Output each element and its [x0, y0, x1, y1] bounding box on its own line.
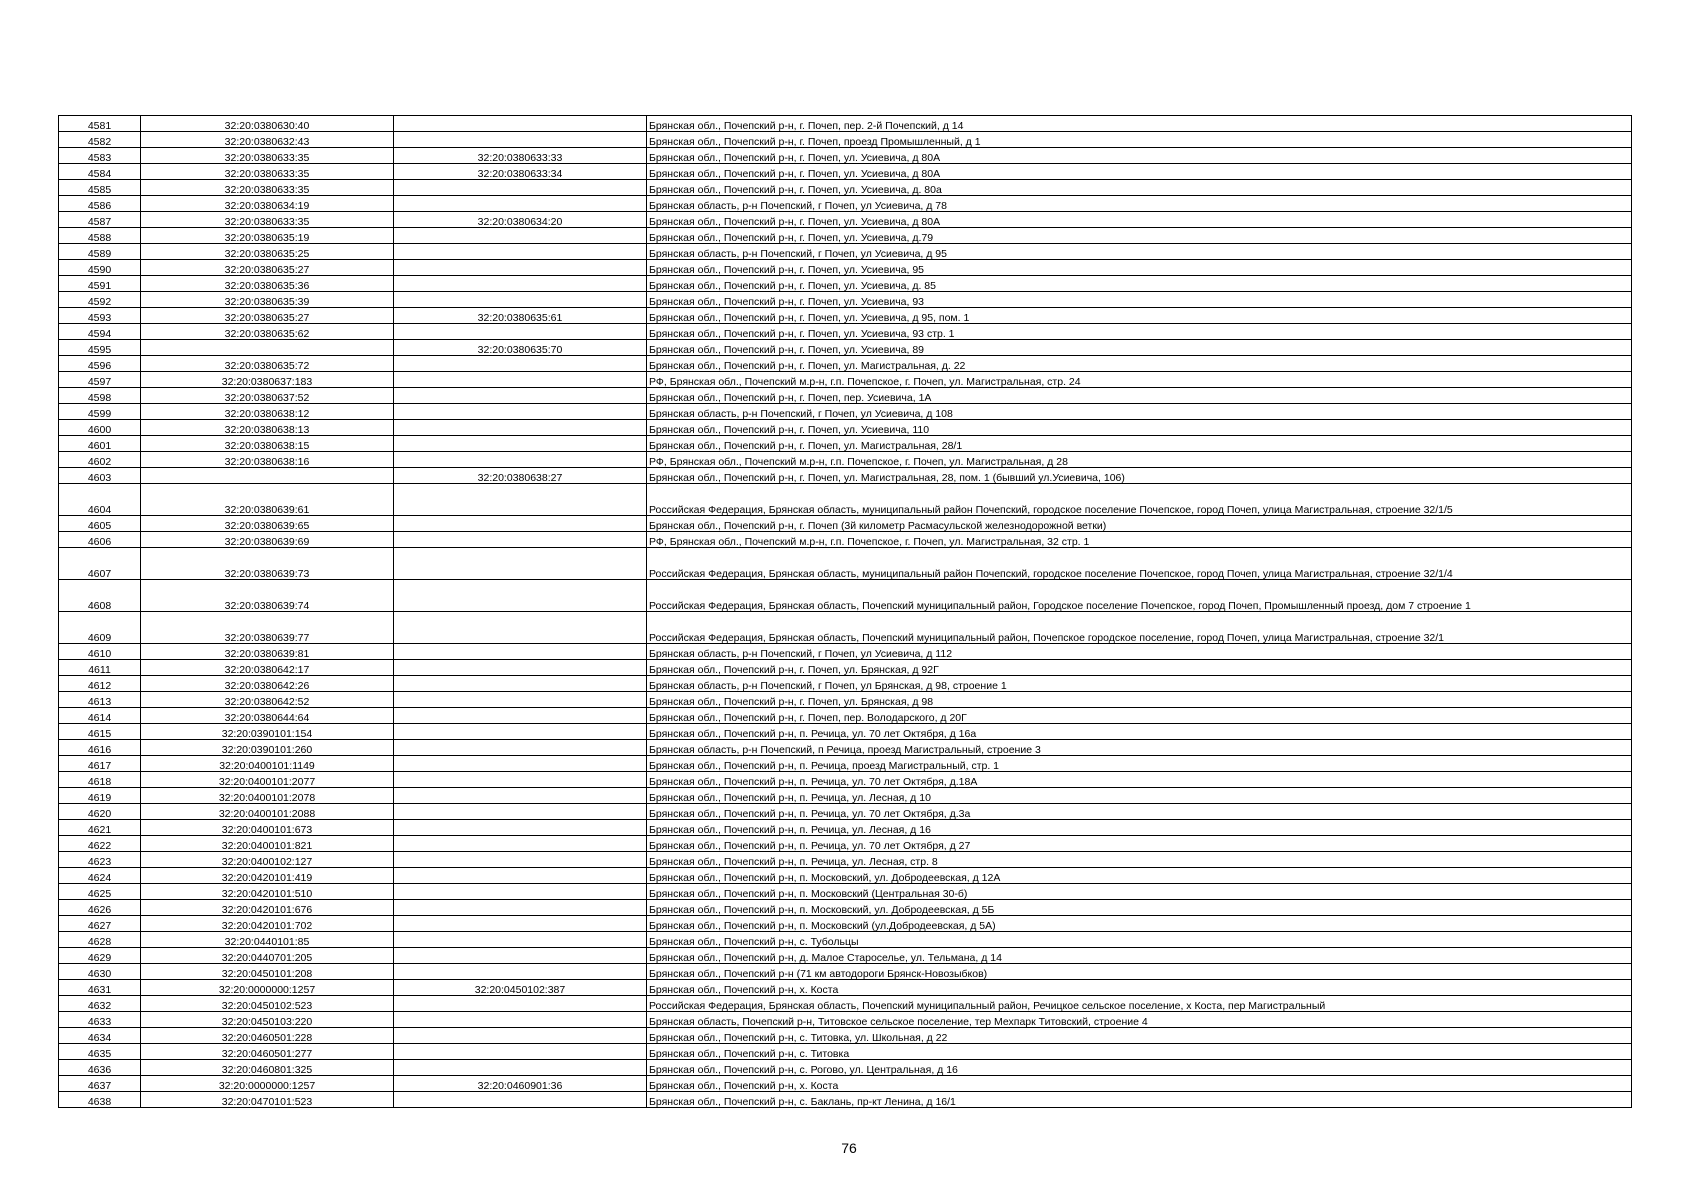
table-row: [59, 148, 1632, 164]
cadastral-number-cell: [141, 468, 394, 484]
row-number-cell: 4601: [59, 436, 141, 452]
row-number-cell: 4598: [59, 388, 141, 404]
table-row: [59, 996, 1632, 1012]
table-row: [59, 724, 1632, 740]
row-number-cell: 4594: [59, 324, 141, 340]
row-number-cell: 4596: [59, 356, 141, 372]
row-number-cell: 4597: [59, 372, 141, 388]
row-number-cell: 4632: [59, 996, 141, 1012]
address-cell: Брянская обл., Почепский р-н, г. Почеп, ул. Усиевича, д 80А: [647, 148, 1632, 164]
cadastral-number-cell: 32:20:0380635:72: [141, 356, 394, 372]
cadastral-number-cell: 32:20:0380639:77: [141, 612, 394, 644]
cadastral-number-cell: 32:20:0380638:16: [141, 452, 394, 468]
table-row: [59, 452, 1632, 468]
previous-cadastral-number-cell: [394, 964, 647, 980]
cadastral-number-cell: 32:20:0400101:821: [141, 836, 394, 852]
cadastral-number-cell: 32:20:0400101:1149: [141, 756, 394, 772]
table-row: [59, 372, 1632, 388]
cadastral-number-cell: 32:20:0380637:52: [141, 388, 394, 404]
address-cell: Брянская область, р-н Почепский, г Почеп, ул Брянская, д 98, строение 1: [647, 676, 1632, 692]
address-cell: Брянская обл., Почепский р-н (71 км автодороги Брянск-Новозыбков): [647, 964, 1632, 980]
previous-cadastral-number-cell: [394, 324, 647, 340]
address-cell: Брянская обл., Почепский р-н, г. Почеп, пер. Усиевича, 1А: [647, 388, 1632, 404]
table-row: [59, 548, 1632, 580]
cadastral-number-cell: 32:20:0380633:35: [141, 212, 394, 228]
table-row: [59, 644, 1632, 660]
previous-cadastral-number-cell: [394, 868, 647, 884]
address-cell: Российская Федерация, Брянская область, муниципальный район Почепский, городское поселение Почепское, город Почеп, улица Магистральная, строение 32/1/4: [647, 548, 1632, 580]
table-row: [59, 196, 1632, 212]
row-number-cell: 4609: [59, 612, 141, 644]
previous-cadastral-number-cell: [394, 852, 647, 868]
row-number-cell: 4593: [59, 308, 141, 324]
row-number-cell: 4614: [59, 708, 141, 724]
table-row: [59, 420, 1632, 436]
row-number-cell: 4613: [59, 692, 141, 708]
table-row: [59, 436, 1632, 452]
cadastral-number-cell: 32:20:0380635:36: [141, 276, 394, 292]
previous-cadastral-number-cell: 32:20:0380635:70: [394, 340, 647, 356]
row-number-cell: 4633: [59, 1012, 141, 1028]
cadastral-number-cell: 32:20:0390101:260: [141, 740, 394, 756]
cadastral-number-cell: 32:20:0420101:676: [141, 900, 394, 916]
row-number-cell: 4616: [59, 740, 141, 756]
row-number-cell: 4624: [59, 868, 141, 884]
row-number-cell: 4637: [59, 1076, 141, 1092]
cadastral-number-cell: 32:20:0380639:69: [141, 532, 394, 548]
table-row: [59, 388, 1632, 404]
table-row: [59, 948, 1632, 964]
cadastral-number-cell: 32:20:0380637:183: [141, 372, 394, 388]
address-cell: Брянская область, Почепский р-н, Титовское сельское поселение, тер Мехпарк Титовский, строение 4: [647, 1012, 1632, 1028]
row-number-cell: 4617: [59, 756, 141, 772]
row-number-cell: 4602: [59, 452, 141, 468]
page-number: 76: [841, 1140, 857, 1156]
cadastral-number-cell: 32:20:0440101:85: [141, 932, 394, 948]
address-cell: Брянская обл., Почепский р-н, г. Почеп, ул. Усиевича, д.79: [647, 228, 1632, 244]
previous-cadastral-number-cell: [394, 772, 647, 788]
cadastral-number-cell: 32:20:0400101:2088: [141, 804, 394, 820]
previous-cadastral-number-cell: 32:20:0380635:61: [394, 308, 647, 324]
table-row: [59, 116, 1632, 132]
address-cell: Российская Федерация, Брянская область, муниципальный район Почепский, городское поселение Почепское, город Почеп, улица Магистральная, строение 32/1/5: [647, 484, 1632, 516]
address-cell: Брянская обл., Почепский р-н, г. Почеп, ул. Брянская, д 98: [647, 692, 1632, 708]
address-cell: Брянская обл., Почепский р-н, с. Тубольцы: [647, 932, 1632, 948]
address-cell: Брянская обл., Почепский р-н, с. Рогово, ул. Центральная, д 16: [647, 1060, 1632, 1076]
cadastral-number-cell: 32:20:0380644:64: [141, 708, 394, 724]
address-cell: Брянская обл., Почепский р-н, г. Почеп, ул. Усиевича, 89: [647, 340, 1632, 356]
row-number-cell: 4603: [59, 468, 141, 484]
previous-cadastral-number-cell: [394, 724, 647, 740]
previous-cadastral-number-cell: [394, 1012, 647, 1028]
previous-cadastral-number-cell: [394, 532, 647, 548]
address-cell: Брянская обл., Почепский р-н, п. Речица, ул. 70 лет Октября, д.3а: [647, 804, 1632, 820]
row-number-cell: 4587: [59, 212, 141, 228]
row-number-cell: 4629: [59, 948, 141, 964]
row-number-cell: 4620: [59, 804, 141, 820]
previous-cadastral-number-cell: 32:20:0380633:34: [394, 164, 647, 180]
address-cell: Брянская обл., Почепский р-н, г. Почеп, ул. Магистральная, д. 22: [647, 356, 1632, 372]
address-cell: Брянская обл., Почепский р-н, х. Коста: [647, 980, 1632, 996]
previous-cadastral-number-cell: [394, 644, 647, 660]
cadastral-number-cell: 32:20:0380642:52: [141, 692, 394, 708]
previous-cadastral-number-cell: [394, 292, 647, 308]
cadastral-number-cell: 32:20:0380635:39: [141, 292, 394, 308]
cadastral-number-cell: 32:20:0380633:35: [141, 148, 394, 164]
address-cell: Брянская обл., Почепский р-н, г. Почеп, ул. Магистральная, 28/1: [647, 436, 1632, 452]
table-row: [59, 788, 1632, 804]
table-row: [59, 1092, 1632, 1108]
previous-cadastral-number-cell: [394, 900, 647, 916]
cadastral-number-cell: 32:20:0380638:13: [141, 420, 394, 436]
address-cell: Брянская обл., Почепский р-н, г. Почеп, пер. 2-й Почепский, д 14: [647, 116, 1632, 132]
cadastral-number-cell: 32:20:0380635:19: [141, 228, 394, 244]
address-cell: Брянская обл., Почепский р-н, г. Почеп (3й километр Расмасульской железнодорожной ветки): [647, 516, 1632, 532]
address-cell: Брянская обл., Почепский р-н, г. Почеп, ул. Усиевича, 93: [647, 292, 1632, 308]
cadastral-number-cell: 32:20:0460801:325: [141, 1060, 394, 1076]
address-cell: Брянская обл., Почепский р-н, г. Почеп, ул. Усиевича, д 80А: [647, 212, 1632, 228]
previous-cadastral-number-cell: [394, 484, 647, 516]
table-row: [59, 1076, 1632, 1092]
previous-cadastral-number-cell: [394, 132, 647, 148]
address-cell: Брянская обл., Почепский р-н, п. Речица, ул. Лесная, стр. 8: [647, 852, 1632, 868]
previous-cadastral-number-cell: [394, 1060, 647, 1076]
address-cell: Брянская обл., Почепский р-н, д. Малое Староселье, ул. Тельмана, д 14: [647, 948, 1632, 964]
row-number-cell: 4619: [59, 788, 141, 804]
cadastral-number-cell: 32:20:0400101:2078: [141, 788, 394, 804]
row-number-cell: 4607: [59, 548, 141, 580]
row-number-cell: 4610: [59, 644, 141, 660]
previous-cadastral-number-cell: [394, 820, 647, 836]
cadastral-number-cell: 32:20:0420101:510: [141, 884, 394, 900]
table-row: [59, 756, 1632, 772]
cadastral-number-cell: 32:20:0380632:43: [141, 132, 394, 148]
cadastral-number-cell: 32:20:0400102:127: [141, 852, 394, 868]
address-cell: Брянская обл., Почепский р-н, п. Московский, ул. Добродеевская, д 5Б: [647, 900, 1632, 916]
table-row: [59, 852, 1632, 868]
row-number-cell: 4591: [59, 276, 141, 292]
address-cell: Брянская обл., Почепский р-н, г. Почеп, ул. Усиевича, д. 85: [647, 276, 1632, 292]
cadastral-number-cell: 32:20:0380639:74: [141, 580, 394, 612]
address-cell: Брянская область, р-н Почепский, г Почеп, ул Усиевича, д 95: [647, 244, 1632, 260]
cadastral-number-cell: 32:20:0380635:25: [141, 244, 394, 260]
previous-cadastral-number-cell: [394, 1092, 647, 1108]
cadastral-number-cell: 32:20:0380639:81: [141, 644, 394, 660]
table-row: [59, 180, 1632, 196]
address-cell: Брянская область, р-н Почепский, г Почеп, ул Усиевича, д 112: [647, 644, 1632, 660]
table-row: [59, 580, 1632, 612]
address-cell: Брянская обл., Почепский р-н, п. Речица, ул. 70 лет Октября, д.18А: [647, 772, 1632, 788]
previous-cadastral-number-cell: [394, 276, 647, 292]
table-row: [59, 836, 1632, 852]
table-row: [59, 468, 1632, 484]
previous-cadastral-number-cell: [394, 548, 647, 580]
table-row: [59, 772, 1632, 788]
previous-cadastral-number-cell: [394, 884, 647, 900]
address-cell: Брянская обл., Почепский р-н, г. Почеп, ул. Усиевича, д 80А: [647, 164, 1632, 180]
cadastral-number-cell: 32:20:0380635:27: [141, 260, 394, 276]
cadastral-number-cell: 32:20:0440701:205: [141, 948, 394, 964]
row-number-cell: 4604: [59, 484, 141, 516]
table-row: [59, 132, 1632, 148]
cadastral-number-cell: 32:20:0420101:419: [141, 868, 394, 884]
cadastral-number-cell: 32:20:0380639:61: [141, 484, 394, 516]
cadastral-number-cell: 32:20:0450101:208: [141, 964, 394, 980]
row-number-cell: 4636: [59, 1060, 141, 1076]
address-cell: Брянская обл., Почепский р-н, г. Почеп, ул. Брянская, д 92Г: [647, 660, 1632, 676]
table-row: [59, 884, 1632, 900]
row-number-cell: 4621: [59, 820, 141, 836]
address-cell: Российская Федерация, Брянская область, Почепский муниципальный район, Речицкое сельское поселение, х Коста, пер Магистральный: [647, 996, 1632, 1012]
table-row: [59, 164, 1632, 180]
previous-cadastral-number-cell: [394, 452, 647, 468]
previous-cadastral-number-cell: [394, 996, 647, 1012]
table-row: [59, 1012, 1632, 1028]
table-row: [59, 1044, 1632, 1060]
address-cell: Брянская обл., Почепский р-н, п. Московский (Центральная 30-б): [647, 884, 1632, 900]
table-row: [59, 900, 1632, 916]
cadastral-number-cell: 32:20:0420101:702: [141, 916, 394, 932]
cadastral-number-cell: 32:20:0390101:154: [141, 724, 394, 740]
cadastral-number-cell: 32:20:0000000:1257: [141, 1076, 394, 1092]
address-cell: Брянская обл., Почепский р-н, г. Почеп, пер. Володарского, д 20Г: [647, 708, 1632, 724]
previous-cadastral-number-cell: [394, 420, 647, 436]
previous-cadastral-number-cell: [394, 708, 647, 724]
previous-cadastral-number-cell: [394, 404, 647, 420]
address-cell: Российская Федерация, Брянская область, Почепский муниципальный район, Почепское городское поселение, город Почеп, улица Магистральная, строение 32/1: [647, 612, 1632, 644]
table-row: [59, 356, 1632, 372]
address-cell: Брянская обл., Почепский р-н, п. Московский (ул.Добродеевская, д 5А): [647, 916, 1632, 932]
row-number-cell: 4625: [59, 884, 141, 900]
address-cell: Брянская обл., Почепский р-н, г. Почеп, ул. Усиевича, 110: [647, 420, 1632, 436]
table-row: [59, 340, 1632, 356]
address-cell: Брянская область, р-н Почепский, г Почеп, ул Усиевича, д 78: [647, 196, 1632, 212]
cadastral-number-cell: 32:20:0380639:73: [141, 548, 394, 580]
table-row: [59, 292, 1632, 308]
address-cell: Брянская обл., Почепский р-н, с. Титовка, ул. Школьная, д 22: [647, 1028, 1632, 1044]
address-cell: Российская Федерация, Брянская область, Почепский муниципальный район, Городское поселение Почепское, город Почеп, Промышленный проезд, дом 7 строение 1: [647, 580, 1632, 612]
row-number-cell: 4627: [59, 916, 141, 932]
row-number-cell: 4595: [59, 340, 141, 356]
row-number-cell: 4608: [59, 580, 141, 612]
previous-cadastral-number-cell: [394, 1044, 647, 1060]
cadastral-number-cell: 32:20:0380642:17: [141, 660, 394, 676]
row-number-cell: 4623: [59, 852, 141, 868]
registry-table: [58, 115, 1632, 1108]
row-number-cell: 4582: [59, 132, 141, 148]
row-number-cell: 4618: [59, 772, 141, 788]
row-number-cell: 4612: [59, 676, 141, 692]
address-cell: Брянская обл., Почепский р-н, п. Речица, ул. 70 лет Октября, д 27: [647, 836, 1632, 852]
address-cell: Брянская обл., Почепский р-н, г. Почеп, ул. Усиевича, 93 стр. 1: [647, 324, 1632, 340]
table-row: [59, 324, 1632, 340]
address-cell: Брянская область, р-н Почепский, п Речица, проезд Магистральный, строение 3: [647, 740, 1632, 756]
row-number-cell: 4584: [59, 164, 141, 180]
previous-cadastral-number-cell: 32:20:0380633:33: [394, 148, 647, 164]
table-row: [59, 676, 1632, 692]
table-row: [59, 820, 1632, 836]
cadastral-number-cell: 32:20:0380635:27: [141, 308, 394, 324]
previous-cadastral-number-cell: [394, 916, 647, 932]
address-cell: Брянская обл., Почепский р-н, п. Речица, ул. Лесная, д 10: [647, 788, 1632, 804]
previous-cadastral-number-cell: [394, 516, 647, 532]
previous-cadastral-number-cell: [394, 580, 647, 612]
table-row: [59, 708, 1632, 724]
row-number-cell: 4626: [59, 900, 141, 916]
previous-cadastral-number-cell: [394, 788, 647, 804]
previous-cadastral-number-cell: [394, 1028, 647, 1044]
previous-cadastral-number-cell: [394, 180, 647, 196]
address-cell: Брянская обл., Почепский р-н, п. Речица, ул. Лесная, д 16: [647, 820, 1632, 836]
table-row: [59, 932, 1632, 948]
table-row: [59, 244, 1632, 260]
row-number-cell: 4605: [59, 516, 141, 532]
cadastral-number-cell: 32:20:0400101:2077: [141, 772, 394, 788]
previous-cadastral-number-cell: [394, 228, 647, 244]
row-number-cell: 4599: [59, 404, 141, 420]
address-cell: Брянская обл., Почепский р-н, п. Речица, ул. 70 лет Октября, д 16а: [647, 724, 1632, 740]
table-row: [59, 532, 1632, 548]
row-number-cell: 4631: [59, 980, 141, 996]
address-cell: РФ, Брянская обл., Почепский м.р-н, г.п. Почепское, г. Почеп, ул. Магистральная, стр. 24: [647, 372, 1632, 388]
address-cell: РФ, Брянская обл., Почепский м.р-н, г.п. Почепское, г. Почеп, ул. Магистральная, д 28: [647, 452, 1632, 468]
cadastral-number-cell: 32:20:0450102:523: [141, 996, 394, 1012]
cadastral-number-cell: 32:20:0380633:35: [141, 180, 394, 196]
row-number-cell: 4581: [59, 116, 141, 132]
table-row: [59, 980, 1632, 996]
table-row: [59, 228, 1632, 244]
cadastral-number-cell: 32:20:0000000:1257: [141, 980, 394, 996]
previous-cadastral-number-cell: 32:20:0380638:27: [394, 468, 647, 484]
previous-cadastral-number-cell: [394, 436, 647, 452]
table-row: [59, 868, 1632, 884]
cadastral-number-cell: [141, 340, 394, 356]
previous-cadastral-number-cell: [394, 948, 647, 964]
table-row: [59, 484, 1632, 516]
address-cell: Брянская обл., Почепский р-н, г. Почеп, ул. Усиевича, д. 80а: [647, 180, 1632, 196]
table-row: [59, 1060, 1632, 1076]
previous-cadastral-number-cell: [394, 356, 647, 372]
row-number-cell: 4611: [59, 660, 141, 676]
cadastral-number-cell: 32:20:0380642:26: [141, 676, 394, 692]
previous-cadastral-number-cell: [394, 676, 647, 692]
cadastral-number-cell: 32:20:0400101:673: [141, 820, 394, 836]
row-number-cell: 4638: [59, 1092, 141, 1108]
table-row: [59, 516, 1632, 532]
address-cell: Брянская обл., Почепский р-н, г. Почеп, ул. Усиевича, д 95, пом. 1: [647, 308, 1632, 324]
table-row: [59, 404, 1632, 420]
previous-cadastral-number-cell: 32:20:0450102:387: [394, 980, 647, 996]
cadastral-number-cell: 32:20:0380639:65: [141, 516, 394, 532]
table-row: [59, 660, 1632, 676]
cadastral-number-cell: 32:20:0460501:228: [141, 1028, 394, 1044]
previous-cadastral-number-cell: [394, 740, 647, 756]
cadastral-number-cell: 32:20:0380634:19: [141, 196, 394, 212]
row-number-cell: 4592: [59, 292, 141, 308]
table-row: [59, 212, 1632, 228]
previous-cadastral-number-cell: [394, 932, 647, 948]
row-number-cell: 4590: [59, 260, 141, 276]
row-number-cell: 4634: [59, 1028, 141, 1044]
registry-table-body: [59, 116, 1632, 1108]
cadastral-number-cell: 32:20:0450103:220: [141, 1012, 394, 1028]
cadastral-number-cell: 32:20:0380633:35: [141, 164, 394, 180]
address-cell: Брянская обл., Почепский р-н, х. Коста: [647, 1076, 1632, 1092]
cadastral-number-cell: 32:20:0460501:277: [141, 1044, 394, 1060]
address-cell: Брянская обл., Почепский р-н, п. Московский, ул. Добродеевская, д 12А: [647, 868, 1632, 884]
previous-cadastral-number-cell: [394, 692, 647, 708]
address-cell: Брянская область, р-н Почепский, г Почеп, ул Усиевича, д 108: [647, 404, 1632, 420]
row-number-cell: 4600: [59, 420, 141, 436]
row-number-cell: 4606: [59, 532, 141, 548]
previous-cadastral-number-cell: [394, 260, 647, 276]
cadastral-number-cell: 32:20:0380630:40: [141, 116, 394, 132]
row-number-cell: 4635: [59, 1044, 141, 1060]
table-row: [59, 740, 1632, 756]
table-row: [59, 612, 1632, 644]
previous-cadastral-number-cell: [394, 836, 647, 852]
table-row: [59, 276, 1632, 292]
previous-cadastral-number-cell: [394, 756, 647, 772]
row-number-cell: 4586: [59, 196, 141, 212]
row-number-cell: 4628: [59, 932, 141, 948]
address-cell: Брянская обл., Почепский р-н, г. Почеп, ул. Магистральная, 28, пом. 1 (бывший ул.Усиевича, 106): [647, 468, 1632, 484]
row-number-cell: 4585: [59, 180, 141, 196]
previous-cadastral-number-cell: [394, 196, 647, 212]
address-cell: Брянская обл., Почепский р-н, г. Почеп, проезд Промышленный, д 1: [647, 132, 1632, 148]
table-row: [59, 260, 1632, 276]
row-number-cell: 4588: [59, 228, 141, 244]
previous-cadastral-number-cell: 32:20:0380634:20: [394, 212, 647, 228]
row-number-cell: 4583: [59, 148, 141, 164]
previous-cadastral-number-cell: 32:20:0460901:36: [394, 1076, 647, 1092]
table-row: [59, 1028, 1632, 1044]
cadastral-number-cell: 32:20:0470101:523: [141, 1092, 394, 1108]
table-row: [59, 804, 1632, 820]
row-number-cell: 4615: [59, 724, 141, 740]
address-cell: Брянская обл., Почепский р-н, с. Титовка: [647, 1044, 1632, 1060]
address-cell: Брянская обл., Почепский р-н, п. Речица, проезд Магистральный, стр. 1: [647, 756, 1632, 772]
row-number-cell: 4630: [59, 964, 141, 980]
table-row: [59, 308, 1632, 324]
cadastral-number-cell: 32:20:0380638:12: [141, 404, 394, 420]
previous-cadastral-number-cell: [394, 804, 647, 820]
previous-cadastral-number-cell: [394, 372, 647, 388]
cadastral-number-cell: 32:20:0380635:62: [141, 324, 394, 340]
address-cell: Брянская обл., Почепский р-н, с. Баклань, пр-кт Ленина, д 16/1: [647, 1092, 1632, 1108]
table-row: [59, 692, 1632, 708]
previous-cadastral-number-cell: [394, 388, 647, 404]
table-row: [59, 916, 1632, 932]
row-number-cell: 4622: [59, 836, 141, 852]
address-cell: Брянская обл., Почепский р-н, г. Почеп, ул. Усиевича, 95: [647, 260, 1632, 276]
row-number-cell: 4589: [59, 244, 141, 260]
cadastral-number-cell: 32:20:0380638:15: [141, 436, 394, 452]
previous-cadastral-number-cell: [394, 612, 647, 644]
previous-cadastral-number-cell: [394, 244, 647, 260]
previous-cadastral-number-cell: [394, 116, 647, 132]
table-row: [59, 964, 1632, 980]
previous-cadastral-number-cell: [394, 660, 647, 676]
address-cell: РФ, Брянская обл., Почепский м.р-н, г.п. Почепское, г. Почеп, ул. Магистральная, 32 стр. 1: [647, 532, 1632, 548]
